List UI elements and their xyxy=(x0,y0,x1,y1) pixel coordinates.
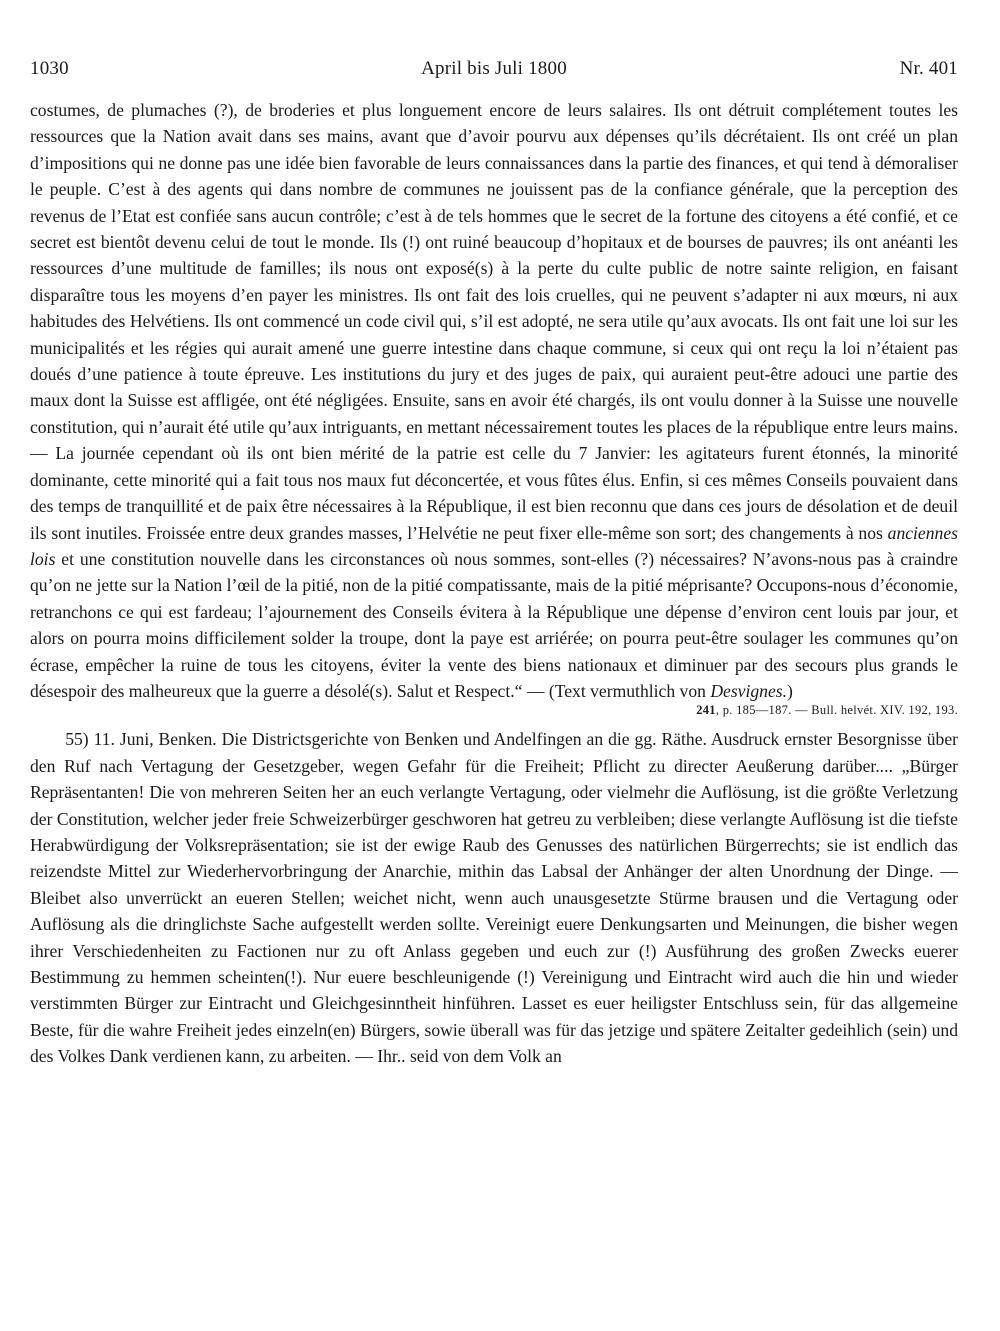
document-number: Nr. 401 xyxy=(899,58,958,79)
document-page xyxy=(30,58,958,1070)
paragraph-french-letter xyxy=(30,97,958,704)
source-citation xyxy=(30,702,958,718)
paragraph-text: 55) 11. Juni, Benken. Die Districtsgerichte von Benken und Andelfingen an die gg. Räthe. Ausdruck ernster Besorgnisse über den Ruf nach Vertagung der Gesetzgeber, wegen Gefahr für die Freiheit; Pflicht zu directer Aeußerung darüber.... „Bürger Repräsentanten! Die von mehreren Seiten her an euch verlangte Vertagung, oder vielmehr die Auflösung, ist die größte Verletzung der Constitution, welcher jeder freie Schweizerbürger geschworen hat getreu zu verbleiben; diese verlangte Auflösung ist die tiefste Herabwürdigung der Volksrepräsentation; sie ist der ewige Raub des Genusses des natürlichen Bürgerrechts; sie ist endlich das reizendste Mittel zur Wiederhervorbringung der Anarchie, mithin das Labsal der Anhänger der alten Unordnung der Dinge. — Bleibet also unverrückt an eueren Stellen; weichet nicht, wenn auch unausgesetzte Stürme brausen und die Vertagung oder Auflösung als die dringlichste Sache aufgestellt werden sollte. Vereinigt euere Denkungsarten und Meinungen, die bisher wegen ihrer Verschiedenheiten zu Factionen nur zu oft Anlass gegeben und euch zur (!) Ausführung des großen Zwecks euerer Bestimmung zu hemmen scheinten(!). Nur euere beschleunigende (!) Vereinigung und Eintracht wird auch die hin und wieder verstimmten Bürger zur Eintracht und Gleichgesinntheit hinführen. Lasset es euer heiligster Entschluss sein, für das allgemeine Beste, für die wahre Freiheit jedes einzeln(en) Bürgers, sowie überall was für das jetzige und spätere Zeitalter gedeihlich (sein) und des Volkes Dank verdienen kann, zu arbeiten. — Ihr.. seid von dem Volk an xyxy=(30,729,958,1067)
page-number: 1030 xyxy=(30,58,69,79)
paragraph-text: et une constitution nouvelle dans les circonstances où nous sommes, sont-elles (?) nécessaires? N’avons-nous pas à craindre qu’on ne jette sur la Nation l’œil de la pitié, non de la pitié compatissante, mais de la pitié méprisante? Occupons-nous d’économie, retranchons ce qui est fardeau; l’ajournement des Conseils évitera à la République une dépense d’environ cent louis par jour, et alors on pourra moins difficilement solder la troupe, dont la paye est arriérée; on pourra peut-être soulager les communes qu’on écrase, empêcher la ruine de tous les citoyens, éviter la vente des biens nationaux et diminuer par des secours plus grands le désespoir des malheureux que la guerre a désolé(s). Salut et Respect.“ — (Text vermuthlich von xyxy=(30,548,958,701)
running-header xyxy=(30,58,958,90)
paragraph-text: costumes, de plumaches (?), de broderies et plus longuement encore de leurs salaires. Ils ont détruit complétement toutes les ressources que la Nation avait dans ses mains, avant que d’avoir pourvu aux dépenses qu’ils décrétaient. Ils ont créé un plan d’impositions qui ne donne pas une idée bien favorable de leurs connaissances dans la partie des finances, et qui tend à démoraliser le peuple. C’est à des agents qui dans nombre de communes ne jouissent pas de la confiance générale, que la perception des revenus de l’Etat est confiée sans aucun contrôle; c’est à de tels hommes que le secret de la fortune des citoyens a été confié, et ce secret est bientôt devenu celui de tout le monde. Ils (!) ont ruiné beaucoup d’hopitaux et de bourses de pauvres; ils ont anéanti les ressources d’une multitude de familles; ils nous ont exposé(s) à la perte du culte public de notre sainte religion, en faisant disparaître tous les moyens d’en payer les ministres. Ils ont fait des lois cruelles, qui ne peuvent s’adapter ni aux mœurs, ni aux habitudes des Helvétiens. Ils ont commencé un code civil qui, s’il est adopté, ne sera utile qu’aux avocats. Ils ont fait une loi sur les municipalités et les régies qui aurait amené une guerre intestine dans chaque commune, si ceux qui ont reçu la loi n’étaient pas doués d’une patience à toute épreuve. Les institutions du jury et des juges de paix, qui auraient peut-être adouci une partie des maux dont la Suisse est affligée, ont été négligées. Ensuite, sans en avoir été chargés, ils ont voulu donner à la Suisse une nouvelle constitution, qui n’aurait été utile qu’aux intriguants, en mettant nécessairement toutes les places de la république entre leurs mains. — La journée cependant où ils ont bien mérité de la patrie est celle du 7 Janvier: les agitateurs furent étonnés, la minorité dominante, cette minorité qui a fait tous nos maux fut déconcertée, et vous fûtes élus. Enfin, si ces mêmes Conseils pouvaient dans des temps de tranquillité et de paix être nécessaires à la République, il est bien reconnu que dans ces jours de désolation et de deuil ils sont inutiles. Froissée entre deux grandes masses, l’Helvétie ne peut fixer elle-même son sort; des changements à nos xyxy=(30,100,958,543)
running-title: April bis Juli 1800 xyxy=(421,58,567,79)
italic-phrase: anciennes lois xyxy=(30,522,958,569)
paragraph-entry-55 xyxy=(30,726,958,1069)
page-body xyxy=(30,97,958,1070)
citation-text: , p. 185—187. — Bull. helvét. XIV. 192, 193. xyxy=(715,703,958,718)
citation-number: 241 xyxy=(696,703,716,718)
paragraph-text: ) xyxy=(787,680,793,701)
author-name: Desvignes. xyxy=(710,680,788,701)
